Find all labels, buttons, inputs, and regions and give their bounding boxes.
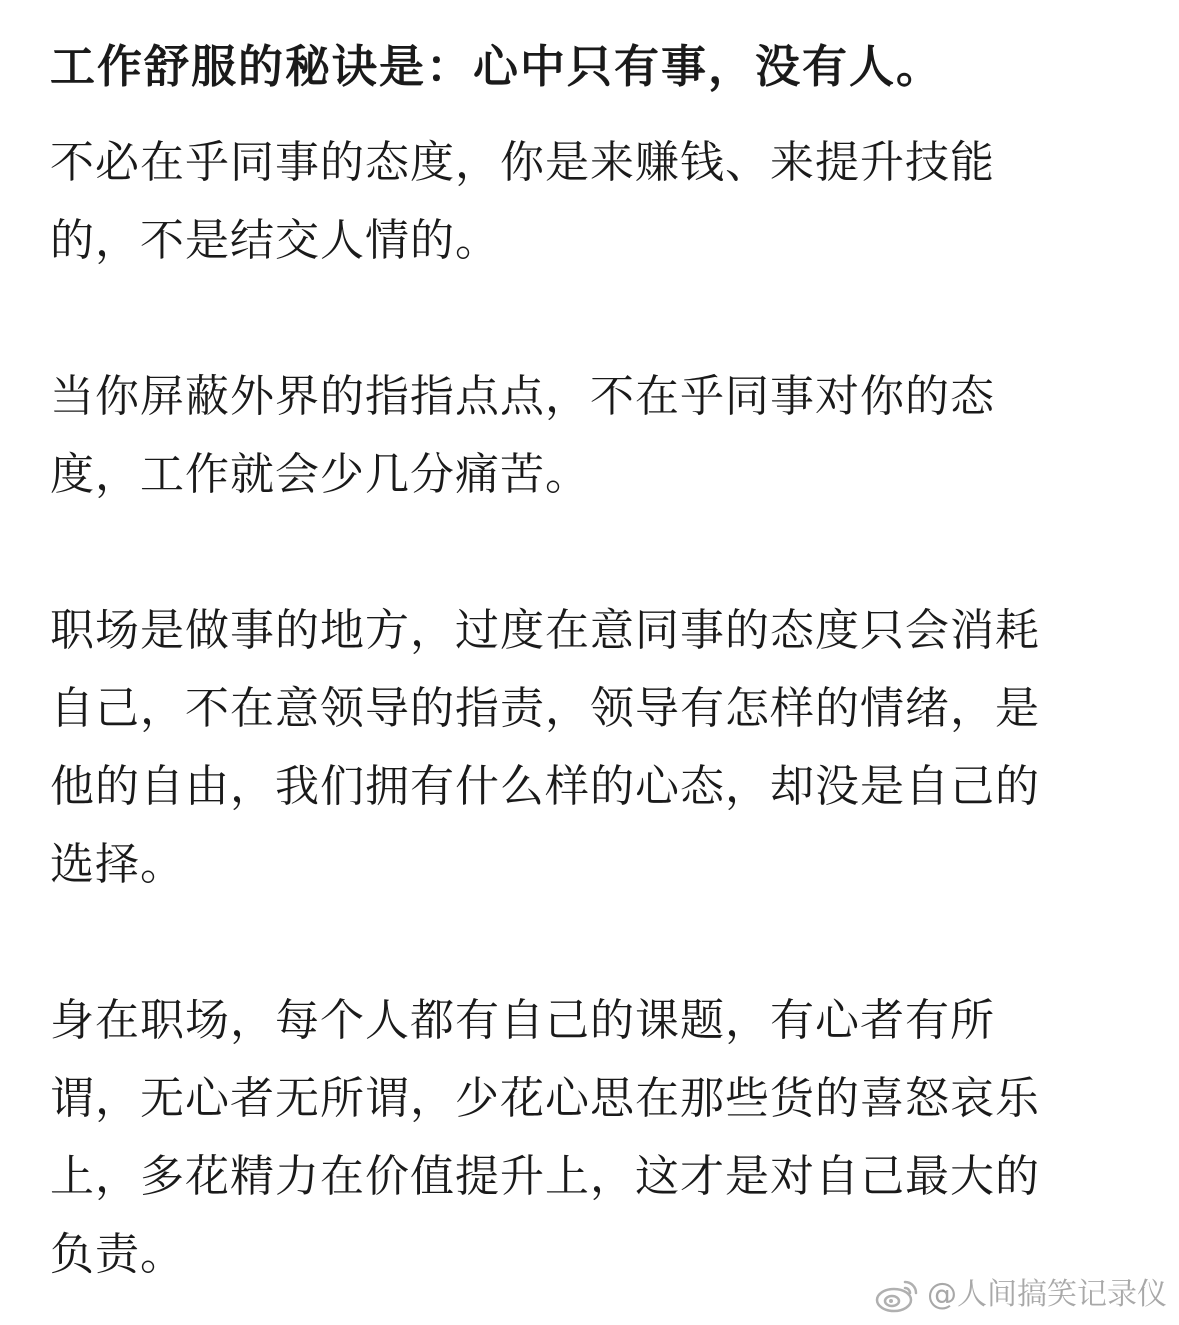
paragraph-3 xyxy=(50,592,1140,904)
weibo-logo-icon xyxy=(875,1276,921,1314)
article-title: 工作舒服的秘诀是：心中只有事，没有人。 xyxy=(50,40,944,93)
paragraph-line: 不必在乎同事的态度，你是来赚钱、来提升技能 xyxy=(50,137,995,188)
paragraph-line: 当你屏蔽外界的指指点点，不在乎同事对你的态 xyxy=(50,371,995,422)
paragraph-4 xyxy=(50,982,1140,1294)
paragraph-line: 上，多花精力在价值提升上，这才是对自己最大的 xyxy=(50,1151,1040,1202)
paragraph-2 xyxy=(50,358,1140,514)
paragraph-1 xyxy=(50,124,1140,280)
paragraph-line: 度，工作就会少几分痛苦。 xyxy=(50,449,590,500)
watermark xyxy=(875,1275,1167,1315)
paragraph-line: 谓，无心者无所谓，少花心思在那些货的喜怒哀乐 xyxy=(50,1073,1040,1124)
watermark-text: @人间搞笑记录仪 xyxy=(927,1277,1167,1312)
paragraph-line: 负责。 xyxy=(50,1229,185,1280)
paragraph-line: 他的自由，我们拥有什么样的心态，却没是自己的 xyxy=(50,761,1040,812)
paragraph-line: 职场是做事的地方，过度在意同事的态度只会消耗 xyxy=(50,605,1040,656)
paragraph-line: 自己，不在意领导的指责，领导有怎样的情绪，是 xyxy=(50,683,1040,734)
paragraph-line: 选择。 xyxy=(50,839,185,890)
paragraph-line: 身在职场，每个人都有自己的课题，有心者有所 xyxy=(50,995,995,1046)
paragraph-line: 的，不是结交人情的。 xyxy=(50,215,500,266)
